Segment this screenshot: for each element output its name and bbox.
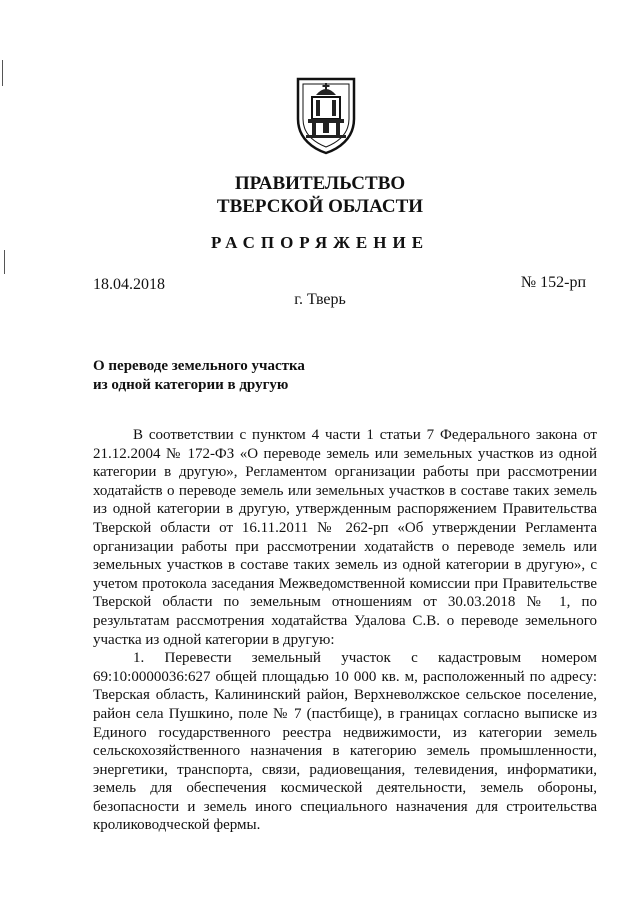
document-subject — [93, 357, 305, 395]
document-date: 18.04.2018 — [93, 276, 165, 293]
intro-paragraph: В соответствии с пунктом 4 части 1 статьи 7 Федерального закона от 21.12.2004 № 172-ФЗ «О переводе земель или земельных участков из одной категории в другую», Регламентом организации работы при рассмотрении ходатайств о переводе земель или земельных участков в составе таких земель из одной категории в другую, утвержденным распоряжением Правительства Тверской области от 16.11.2011 № 262-рп «Об утверждении Регламента организации работы при рассмотрении ходатайств о переводе земель или земельных участков в составе таких земель из одной категории в другую», с учетом протокола заседания Межведомственной комиссии при Правительстве Тверской области по земельным отношениям от 30.03.2018 № 1, по результатам рассмотрения ходатайства Удалова С.В. о переводе земельного участка из одной категории в другую: — [93, 427, 597, 648]
scan-mark — [2, 60, 3, 86]
document-city: г. Тверь — [294, 291, 346, 308]
coat-of-arms-emblem — [294, 75, 358, 155]
subject-line-1: О переводе земельного участка — [93, 358, 305, 374]
government-name-line1: ПРАВИТЕЛЬСТВО — [234, 173, 406, 194]
scan-mark — [4, 250, 5, 274]
subject-line-2: из одной категории в другую — [93, 377, 289, 393]
item-1-paragraph: 1. Перевести земельный участок с кадастровым номером 69:10:0000036:627 общей площадью 10 000 кв. м, расположенный по адресу: Тверская область, Калининский район, Верхневолжское сельское поселение, район села Пушкино, поле № 7 (пастбище), в границах согласно выписке из Единого государственного реестра недвижимости, из категории земель сельскохозяйственного назначения в категорию земель промышленности, энергетики, транспорта, связи, радиовещания, телевидения, информатики, земель для обеспечения космической деятельности, земель обороны, безопасности и земель иного специального назначения для строительства кролиководческой фермы. — [93, 650, 597, 834]
document-body — [93, 426, 597, 835]
document-type: РАСПОРЯЖЕНИЕ — [210, 233, 430, 252]
government-name-line2: ТВЕРСКОЙ ОБЛАСТИ — [216, 196, 424, 217]
document-number: № 152-рп — [520, 274, 586, 291]
